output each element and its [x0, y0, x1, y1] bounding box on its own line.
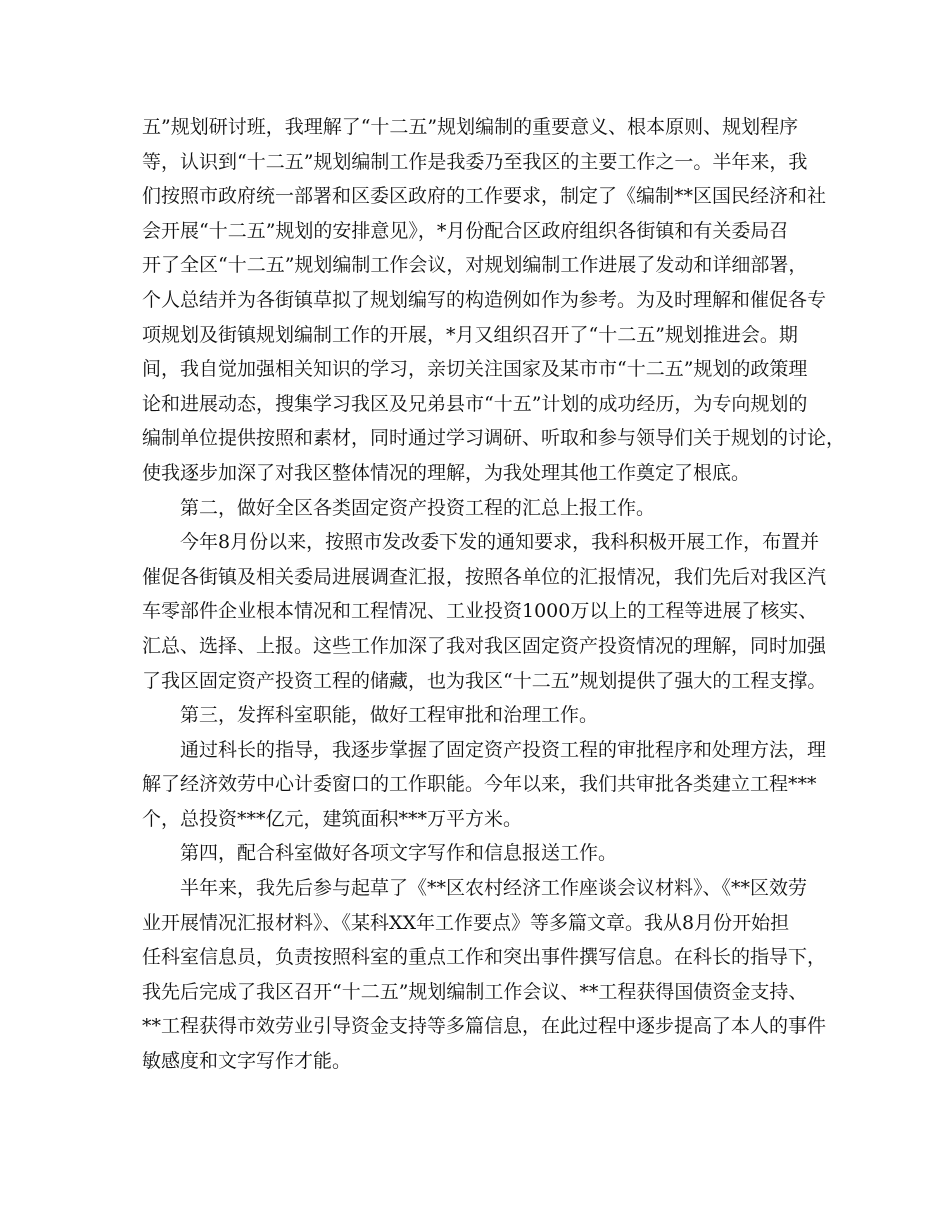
document-body	[142, 110, 846, 1079]
text-line: 个，总投资***亿元，建筑面积***万平方米。	[142, 807, 523, 830]
text-line: **工程获得市效劳业引导资金支持等多篇信息，在此过程中逐步提高了本人的事件	[142, 1015, 827, 1038]
paragraph-investment-report	[142, 525, 827, 698]
text-line: 第四，配合科室做好各项文字写作和信息报送工作。	[180, 842, 618, 865]
section-heading-second	[142, 491, 822, 526]
paragraph-project-approval	[142, 733, 827, 837]
text-line: 车零部件企业根本情况和工程情况、工业投资1000万以上的工程等进展了核实、	[142, 600, 818, 623]
text-line: 等，认识到“十二五”规划编制工作是我委乃至我区的主要工作之一。半年来，我	[142, 150, 808, 173]
text-line: 业开展情况汇报材料》、《某科XX年工作要点》等多篇文章。我从8月份开始担	[142, 911, 790, 934]
text-line: 通过科长的指导，我逐步掌握了固定资产投资工程的审批程序和处理方法，理	[180, 738, 827, 761]
text-line: 今年8月份以来，按照市发改委下发的通知要求，我科积极开展工作，布置并	[180, 531, 820, 554]
text-line: 敏感度和文字写作才能。	[142, 1050, 352, 1073]
text-line: 个人总结并为各街镇草拟了规划编写的构造例如作为参考。为及时理解和催促各专	[142, 288, 827, 311]
text-line: 汇总、选择、上报。这些工作加深了我对我区固定资产投资情况的理解，同时加强	[142, 634, 827, 657]
paragraph-writing-work	[142, 871, 827, 1079]
text-line: 编制单位提供按照和素材，同时通过学习调研、听取和参与领导们关于规划的讨论，	[142, 427, 846, 450]
text-line: 任科室信息员，负责按照科室的重点工作和突出事件撰写信息。在科长的指导下，	[142, 946, 827, 969]
text-line: 半年来，我先后参与起草了《**区农村经济工作座谈会议材料》、《**区效劳	[180, 877, 808, 900]
text-line: 第二，做好全区各类固定资产投资工程的汇总上报工作。	[180, 496, 656, 519]
text-line: 解了经济效劳中心计委窗口的工作职能。今年以来，我们共审批各类建立工程***	[142, 773, 817, 796]
text-line: 我先后完成了我区召开“十二五”规划编制工作会议、**工程获得国债资金支持、	[142, 980, 808, 1003]
text-line: 论和进展动态，搜集学习我区及兄弟县市“十五”计划的成功经历，为专向规划的	[142, 392, 808, 415]
section-heading-third	[142, 698, 822, 733]
paragraph-planning-work	[142, 110, 846, 491]
text-line: 了我区固定资产投资工程的储藏，也为我区“十二五”规划提供了强大的工程支撑。	[142, 669, 827, 692]
text-line: 间，我自觉加强相关知识的学习，亲切关注国家及某市市“十二五”规划的政策理	[142, 358, 808, 381]
text-line: 使我逐步加深了对我区整体情况的理解，为我处理其他工作奠定了根底。	[142, 461, 751, 484]
text-line: 会开展“十二五”规划的安排意见》，*月份配合区政府组织各街镇和有关委局召	[142, 219, 789, 242]
text-line: 催促各街镇及相关委局进展调查汇报，按照各单位的汇报情况，我们先后对我区汽	[142, 565, 827, 588]
text-line: 五”规划研讨班，我理解了“十二五”规划编制的重要意义、根本原则、规划程序	[142, 116, 799, 138]
section-heading-fourth	[142, 836, 822, 871]
text-line: 第三，发挥科室职能，做好工程审批和治理工作。	[180, 704, 599, 727]
text-line: 项规划及街镇规划编制工作的开展，*月又组织召开了“十二五”规划推进会。期	[142, 323, 798, 346]
text-line: 开了全区“十二五”规划编制工作会议，对规划编制工作进展了发动和详细部署，	[142, 254, 808, 277]
text-line: 们按照市政府统一部署和区委区政府的工作要求，制定了《编制**区国民经济和社	[142, 185, 827, 208]
